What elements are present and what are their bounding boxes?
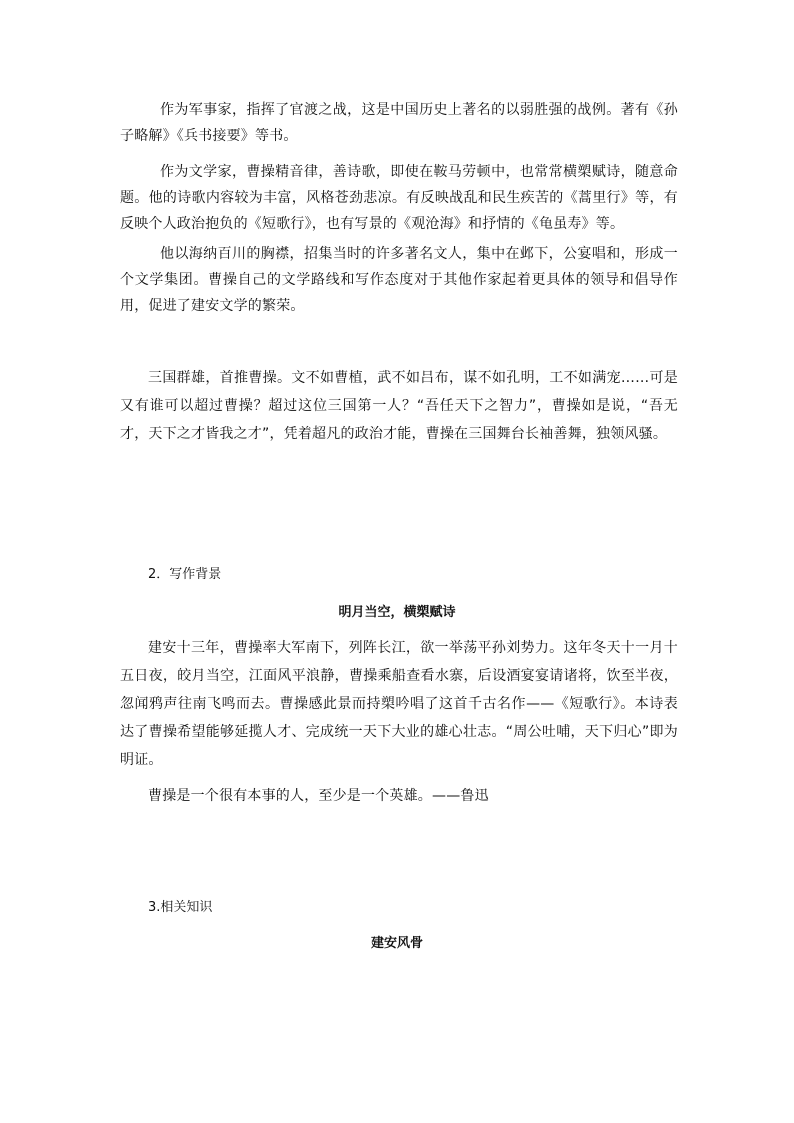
quote-lu-xun: 曹操是一个很有本事的人，至少是一个英雄。——鲁迅 [148,788,489,804]
section-title-knowledge: 建安风骨 [370,936,423,951]
paragraph-military: 作为军事家，指挥了官渡之战，这是中国历史上著名的以弱胜强的战例。著有《孙子略解》《兵书接要》等书。 [120,102,678,144]
paragraph-literary-group: 他以海纳百川的胸襟，招集当时的许多著名文人，集中在邺下，公宴唱和，形成一个文学集团。曹操自己的文学路线和写作态度对于其他作家起着更具体的领导和倡导作用，促进了建安文学的繁荣。 [120,246,678,314]
paragraph-background: 建安十三年，曹操率大军南下，列阵长江，欲一举荡平孙刘势力。这年冬天十一月十五日夜，皎月当空，江面风平浪静，曹操乘船查看水寨，后设酒宴宴请诸将，饮至半夜，忽闻鸦声往南飞鸣而去。曹操感此景而持槊吟唱了这首千古名作——《短歌行》。本诗表达了曹操希望能够延揽人才、完成统一天下大业的雄心壮志。“周公吐哺，天下归心”即为明证。 [120,640,678,768]
section-heading-background: 2．写作背景 [148,567,222,582]
section-heading-knowledge: 3.相关知识 [148,900,213,915]
paragraph-assessment: 三国群雄，首推曹操。文不如曹植，武不如吕布，谋不如孔明，工不如满宠……可是又有谁可以超过曹操？超过这位三国第一人？“吾任天下之智力”，曹操如是说，“吾无才，天下之才皆我之才”，凭着超凡的政治才能，曹操在三国舞台长袖善舞，独领风骚。 [120,370,678,442]
section-title-background: 明月当空，横槊赋诗 [338,605,456,620]
paragraph-literary: 作为文学家，曹操精音律，善诗歌，即使在鞍马劳顿中，也常常横槊赋诗，随意命题。他的诗歌内容较为丰富，风格苍劲悲凉。有反映战乱和民生疾苦的《蒿里行》等，有反映个人政治抱负的《短歌行》，也有写景的《观沧海》和抒情的《龟虽寿》等。 [120,164,678,232]
